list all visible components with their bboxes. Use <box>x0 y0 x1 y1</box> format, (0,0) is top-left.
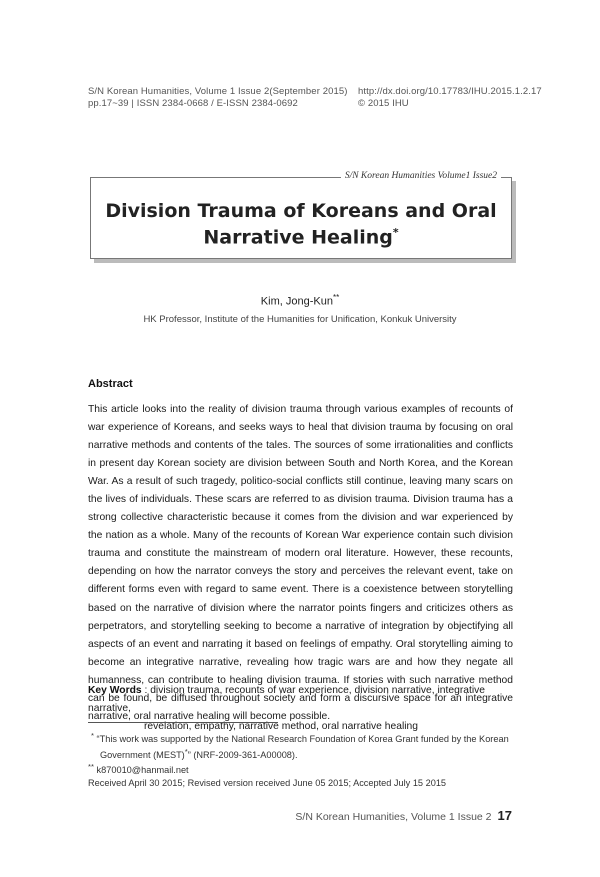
footer-journal: S/N Korean Humanities, Volume 1 Issue 2 <box>295 811 492 823</box>
footnote-funding <box>88 730 520 761</box>
page-number: 17 <box>497 808 512 823</box>
title-box <box>90 171 512 259</box>
header-pages-issn: pp.17~39 | ISSN 2384-0668 / E-ISSN 2384-0692 <box>88 98 298 109</box>
title-footnote-marker[interactable]: * <box>392 226 399 239</box>
header-copyright: © 2015 IHU <box>358 98 409 109</box>
author-name: Kim, Jong-Kun <box>260 295 333 308</box>
abstract-heading: Abstract <box>88 378 133 390</box>
keywords-label: Key Words <box>88 685 142 696</box>
footnote-inner-marker: * <box>184 746 188 756</box>
journal-tag: S/N Korean Humanities Volume1 Issue2 <box>341 171 501 181</box>
keywords <box>88 682 518 736</box>
article-title <box>91 200 511 248</box>
title-line-1: Division Trauma of Koreans and Oral <box>105 200 497 222</box>
footnotes <box>88 730 520 790</box>
abstract-body: This article looks into the reality of division trauma through various examples of recounts of war experience of Koreans, and seeks ways to heal that division trauma by focusing on oral narrative methods and contents of the tales. The sources of some irrationalities and conflicts in present day Korean society are division between South and North Korea, and the Korean War. As a result of such tragedy, politico-social conflicts still continue, leaving many scars on the lives of individuals. These scars are referred to as division trauma. Division trauma has a strong collective characteristic because it comes from the division and war experienced by the nation as a whole. Many of the recounts of Korean War experience contain such division trauma and constitute the mainstream of modern oral literature. However, these recounts, depending on how the narrator conveys the story and perceives the relevant event, take on different forms even with regard to same event. There is a coexistence between storytelling based on the narrative of division where the narrator points fingers and criticizes others as perpetrators, and storytelling seeking to become a narrative of integration by objectifying all aspects of an event and narrating it based on feelings of empathy. Oral storytelling aiming to become an integrative narrative, revealing how tragic wars are and how they negate all humanness, can contribute to healing division trauma. If stories with such narrative method can be found, be diffused throughout society and form a discursive space for an integrative narrative, oral narrative healing will become possible. <box>88 404 513 722</box>
author-email-link[interactable]: k870010@hanmail.net <box>96 765 189 776</box>
footnote-email-marker: ** <box>88 762 94 772</box>
header-doi-link[interactable]: http://dx.doi.org/10.17783/IHU.2015.1.2.17 <box>358 86 542 97</box>
received-dates: Received April 30 2015; Revised version received June 05 2015; Accepted July 15 2015 <box>88 777 447 788</box>
author-footnote-marker[interactable]: ** <box>332 293 340 302</box>
keywords-line-2: revelation, empathy, narrative method, oral narrative healing <box>144 721 418 732</box>
header-citation <box>88 86 348 110</box>
footnote-funding-line-2b: ” (NRF-2009-361-A00008). <box>187 749 298 760</box>
page-footer <box>295 808 512 823</box>
footnote-funding-marker: * <box>91 731 94 740</box>
author-affiliation: HK Professor, Institute of the Humanities for Unification, Konkuk University <box>143 314 457 325</box>
footnote-divider <box>88 722 278 723</box>
title-line-2: Narrative Healing <box>203 226 393 249</box>
footnote-email <box>88 761 520 777</box>
footnote-funding-line-1: “This work was supported by the National Research Foundation of Korea Grant funded by the Korean <box>96 734 509 745</box>
header-journal-issue: S/N Korean Humanities, Volume 1 Issue 2(September 2015) <box>88 86 348 97</box>
keywords-line-1: : division trauma, recounts of war experience, division narrative, integrative narrative, <box>88 685 486 714</box>
footnote-funding-line-2a: Government (MEST) <box>100 749 185 760</box>
header-doi-block <box>358 86 542 110</box>
author <box>0 293 600 308</box>
